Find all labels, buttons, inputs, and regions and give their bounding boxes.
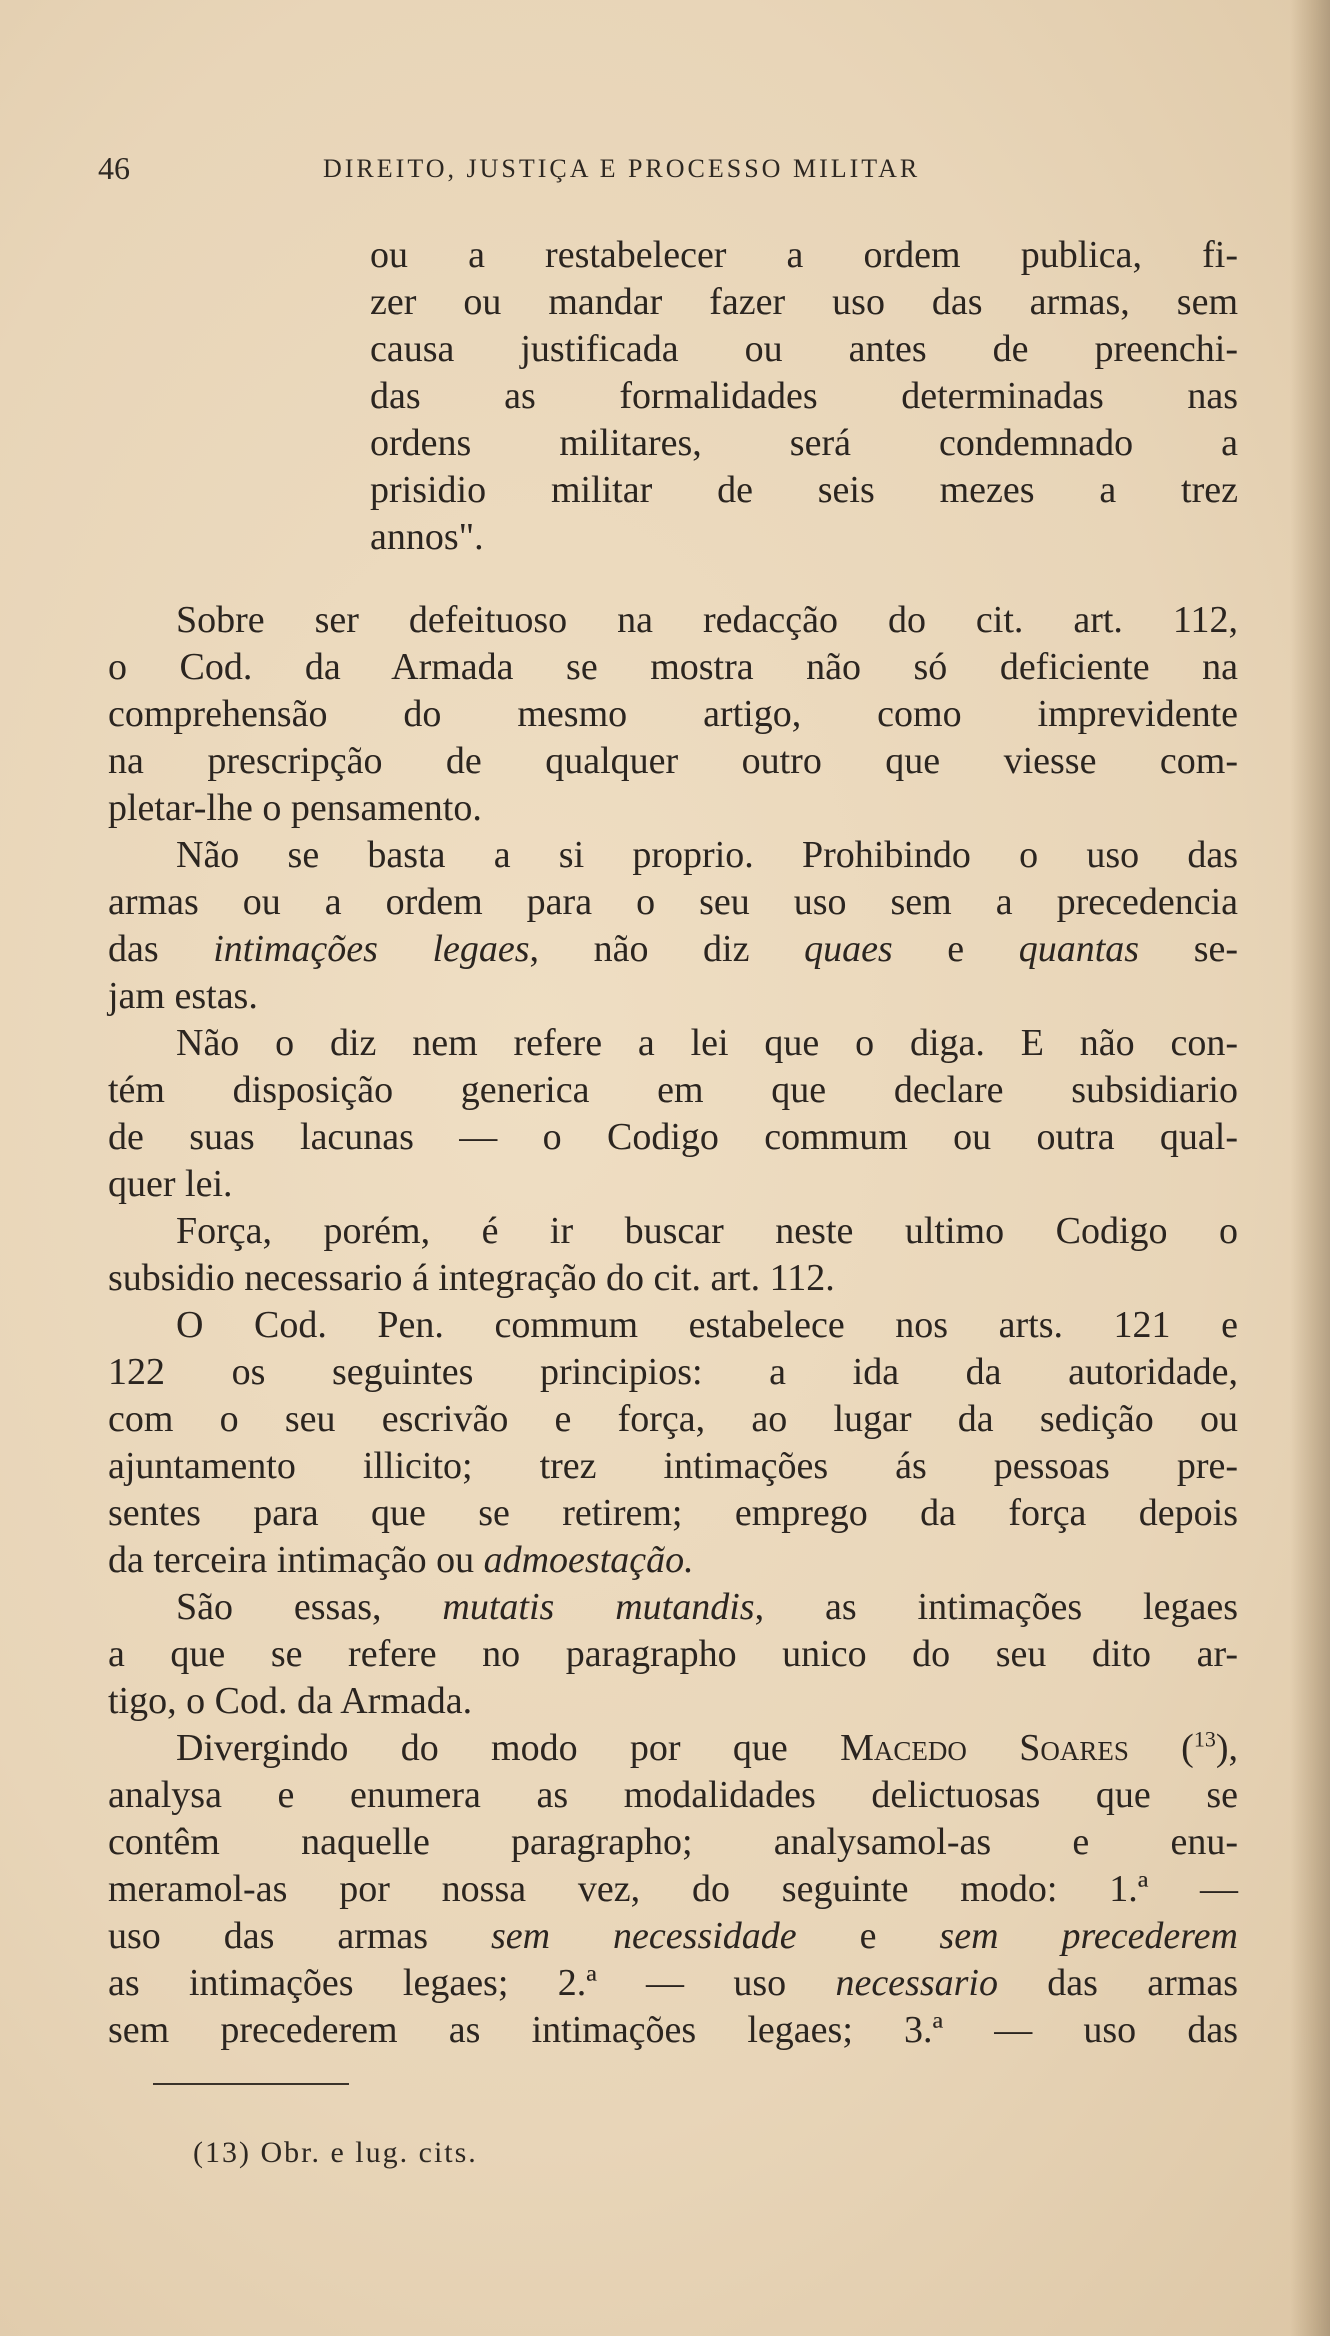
text-line: contêm naquelle paragrapho; analysamol-as e enu- bbox=[108, 1821, 1238, 1863]
quote-line: annos". bbox=[370, 516, 484, 558]
text-line: sentes para que se retirem; emprego da força depois bbox=[108, 1492, 1238, 1534]
text-line: analysa e enumera as modalidades delictuosas que se bbox=[108, 1774, 1238, 1816]
page-number: 46 bbox=[98, 150, 130, 186]
running-title: DIREITO, JUSTIÇA E PROCESSO MILITAR bbox=[323, 154, 921, 183]
page-edge-shadow bbox=[1290, 0, 1330, 2336]
text-run: das bbox=[108, 928, 214, 970]
text-line: meramol-as por nossa vez, do seguinte modo: 1.ª — bbox=[108, 1868, 1238, 1910]
text-line: tém disposição generica em que declare subsidiario bbox=[108, 1069, 1238, 1111]
text-line: Sobre ser defeituoso na redacção do cit. art. 112, bbox=[176, 599, 1238, 641]
italic-run: admoestação. bbox=[483, 1539, 694, 1581]
text-run: uso das armas bbox=[108, 1915, 492, 1957]
text-line: ajuntamento illicito; trez intimações ás pessoas pre- bbox=[108, 1445, 1238, 1487]
block-quote bbox=[370, 232, 1238, 561]
text-line: com o seu escrivão e força, ao lugar da sedição ou bbox=[108, 1398, 1238, 1440]
text-line: comprehensão do mesmo artigo, como imprevidente bbox=[108, 693, 1238, 735]
text-line: tigo, o Cod. da Armada. bbox=[108, 1680, 473, 1722]
text-run: se- bbox=[1139, 928, 1238, 970]
text-line: subsidio necessario á integração do cit. art. 112. bbox=[108, 1257, 835, 1299]
text-line: na prescripção de qualquer outro que viesse com- bbox=[108, 740, 1238, 782]
italic-run: necessario bbox=[835, 1962, 998, 2004]
italic-run: sem necessidade bbox=[491, 1915, 797, 1957]
text-line: de suas lacunas — o Codigo commum ou outra qual- bbox=[108, 1116, 1238, 1158]
quote-line: zer ou mandar fazer uso das armas, sem bbox=[370, 281, 1238, 323]
paragraph bbox=[108, 832, 1238, 1020]
quote-line: ou a restabelecer a ordem publica, fi- bbox=[370, 234, 1238, 276]
page-header bbox=[98, 150, 1258, 190]
text-line: o Cod. da Armada se mostra não só deficiente na bbox=[108, 646, 1238, 688]
quote-line: prisidio militar de seis mezes a trez bbox=[370, 469, 1238, 511]
text-line: Não se basta a si proprio. Prohibindo o uso das bbox=[176, 834, 1238, 876]
footnote-marker: (13) bbox=[193, 2136, 251, 2169]
text-line: pletar-lhe o pensamento. bbox=[108, 787, 482, 829]
text-line: quer lei. bbox=[108, 1163, 233, 1205]
text-line bbox=[108, 1913, 1238, 1960]
footnote-rule bbox=[153, 2083, 349, 2085]
text-line: a que se refere no paragrapho unico do seu dito ar- bbox=[108, 1633, 1238, 1675]
text-run: e bbox=[892, 928, 1019, 970]
paragraph bbox=[108, 1302, 1238, 1584]
italic-run: intimações legaes bbox=[213, 928, 530, 970]
text-run: as intimações legaes; 2.ª — uso bbox=[108, 1962, 836, 2004]
text-line: armas ou a ordem para o seu uso sem a precedencia bbox=[108, 881, 1238, 923]
quote-line: das as formalidades determinadas nas bbox=[370, 375, 1238, 417]
italic-run: quaes bbox=[804, 928, 893, 970]
text-run: , as intimações legaes bbox=[754, 1586, 1238, 1628]
text-line bbox=[108, 1584, 1238, 1631]
text-line: 122 os seguintes principios: a ida da autoridade, bbox=[108, 1351, 1238, 1393]
quote-line: causa justificada ou antes de preenchi- bbox=[370, 328, 1238, 370]
paragraph bbox=[108, 597, 1238, 832]
footnote bbox=[193, 2136, 478, 2170]
text-run: , não diz bbox=[529, 928, 805, 970]
text-line: Força, porém, é ir buscar neste ultimo Codigo o bbox=[176, 1210, 1238, 1252]
text-run: São essas, bbox=[176, 1586, 443, 1628]
text-run: Divergindo do modo por que bbox=[176, 1727, 841, 1769]
text-line: Divergindo do modo por que Macedo Soares ($^{13}$), bbox=[176, 1726, 1238, 1769]
paragraph bbox=[108, 1208, 1238, 1302]
text-line: Não o diz nem refere a lei que o diga. E não con- bbox=[176, 1022, 1238, 1064]
italic-run: quantas bbox=[1018, 928, 1140, 970]
text-line: O Cod. Pen. commum estabelece nos arts. 121 e bbox=[176, 1304, 1238, 1346]
italic-run: mutatis mutandis bbox=[442, 1586, 755, 1628]
text-run: da terceira intimação ou bbox=[108, 1539, 484, 1581]
text-line: sem precederem as intimações legaes; 3.ª — uso das bbox=[108, 2009, 1238, 2051]
footnote-text: Obr. e lug. cits. bbox=[260, 2136, 478, 2169]
paragraph bbox=[108, 1725, 1238, 2054]
paragraph bbox=[108, 1584, 1238, 1725]
text-run: e bbox=[796, 1915, 940, 1957]
text-line bbox=[108, 1537, 1238, 1584]
text-line bbox=[108, 926, 1238, 973]
text-line bbox=[108, 1960, 1238, 2007]
text-run: ), bbox=[1215, 1727, 1238, 1769]
italic-run: sem precederem bbox=[939, 1915, 1238, 1957]
text-run: das armas bbox=[997, 1962, 1239, 2004]
paragraph bbox=[108, 1020, 1238, 1208]
quote-line: ordens militares, será condemnado a bbox=[370, 422, 1238, 464]
footnote-ref: 13 bbox=[1193, 1726, 1216, 1752]
author-name: Macedo Soares bbox=[840, 1727, 1129, 1769]
text-line: jam estas. bbox=[108, 975, 258, 1017]
body-text bbox=[108, 597, 1238, 2054]
